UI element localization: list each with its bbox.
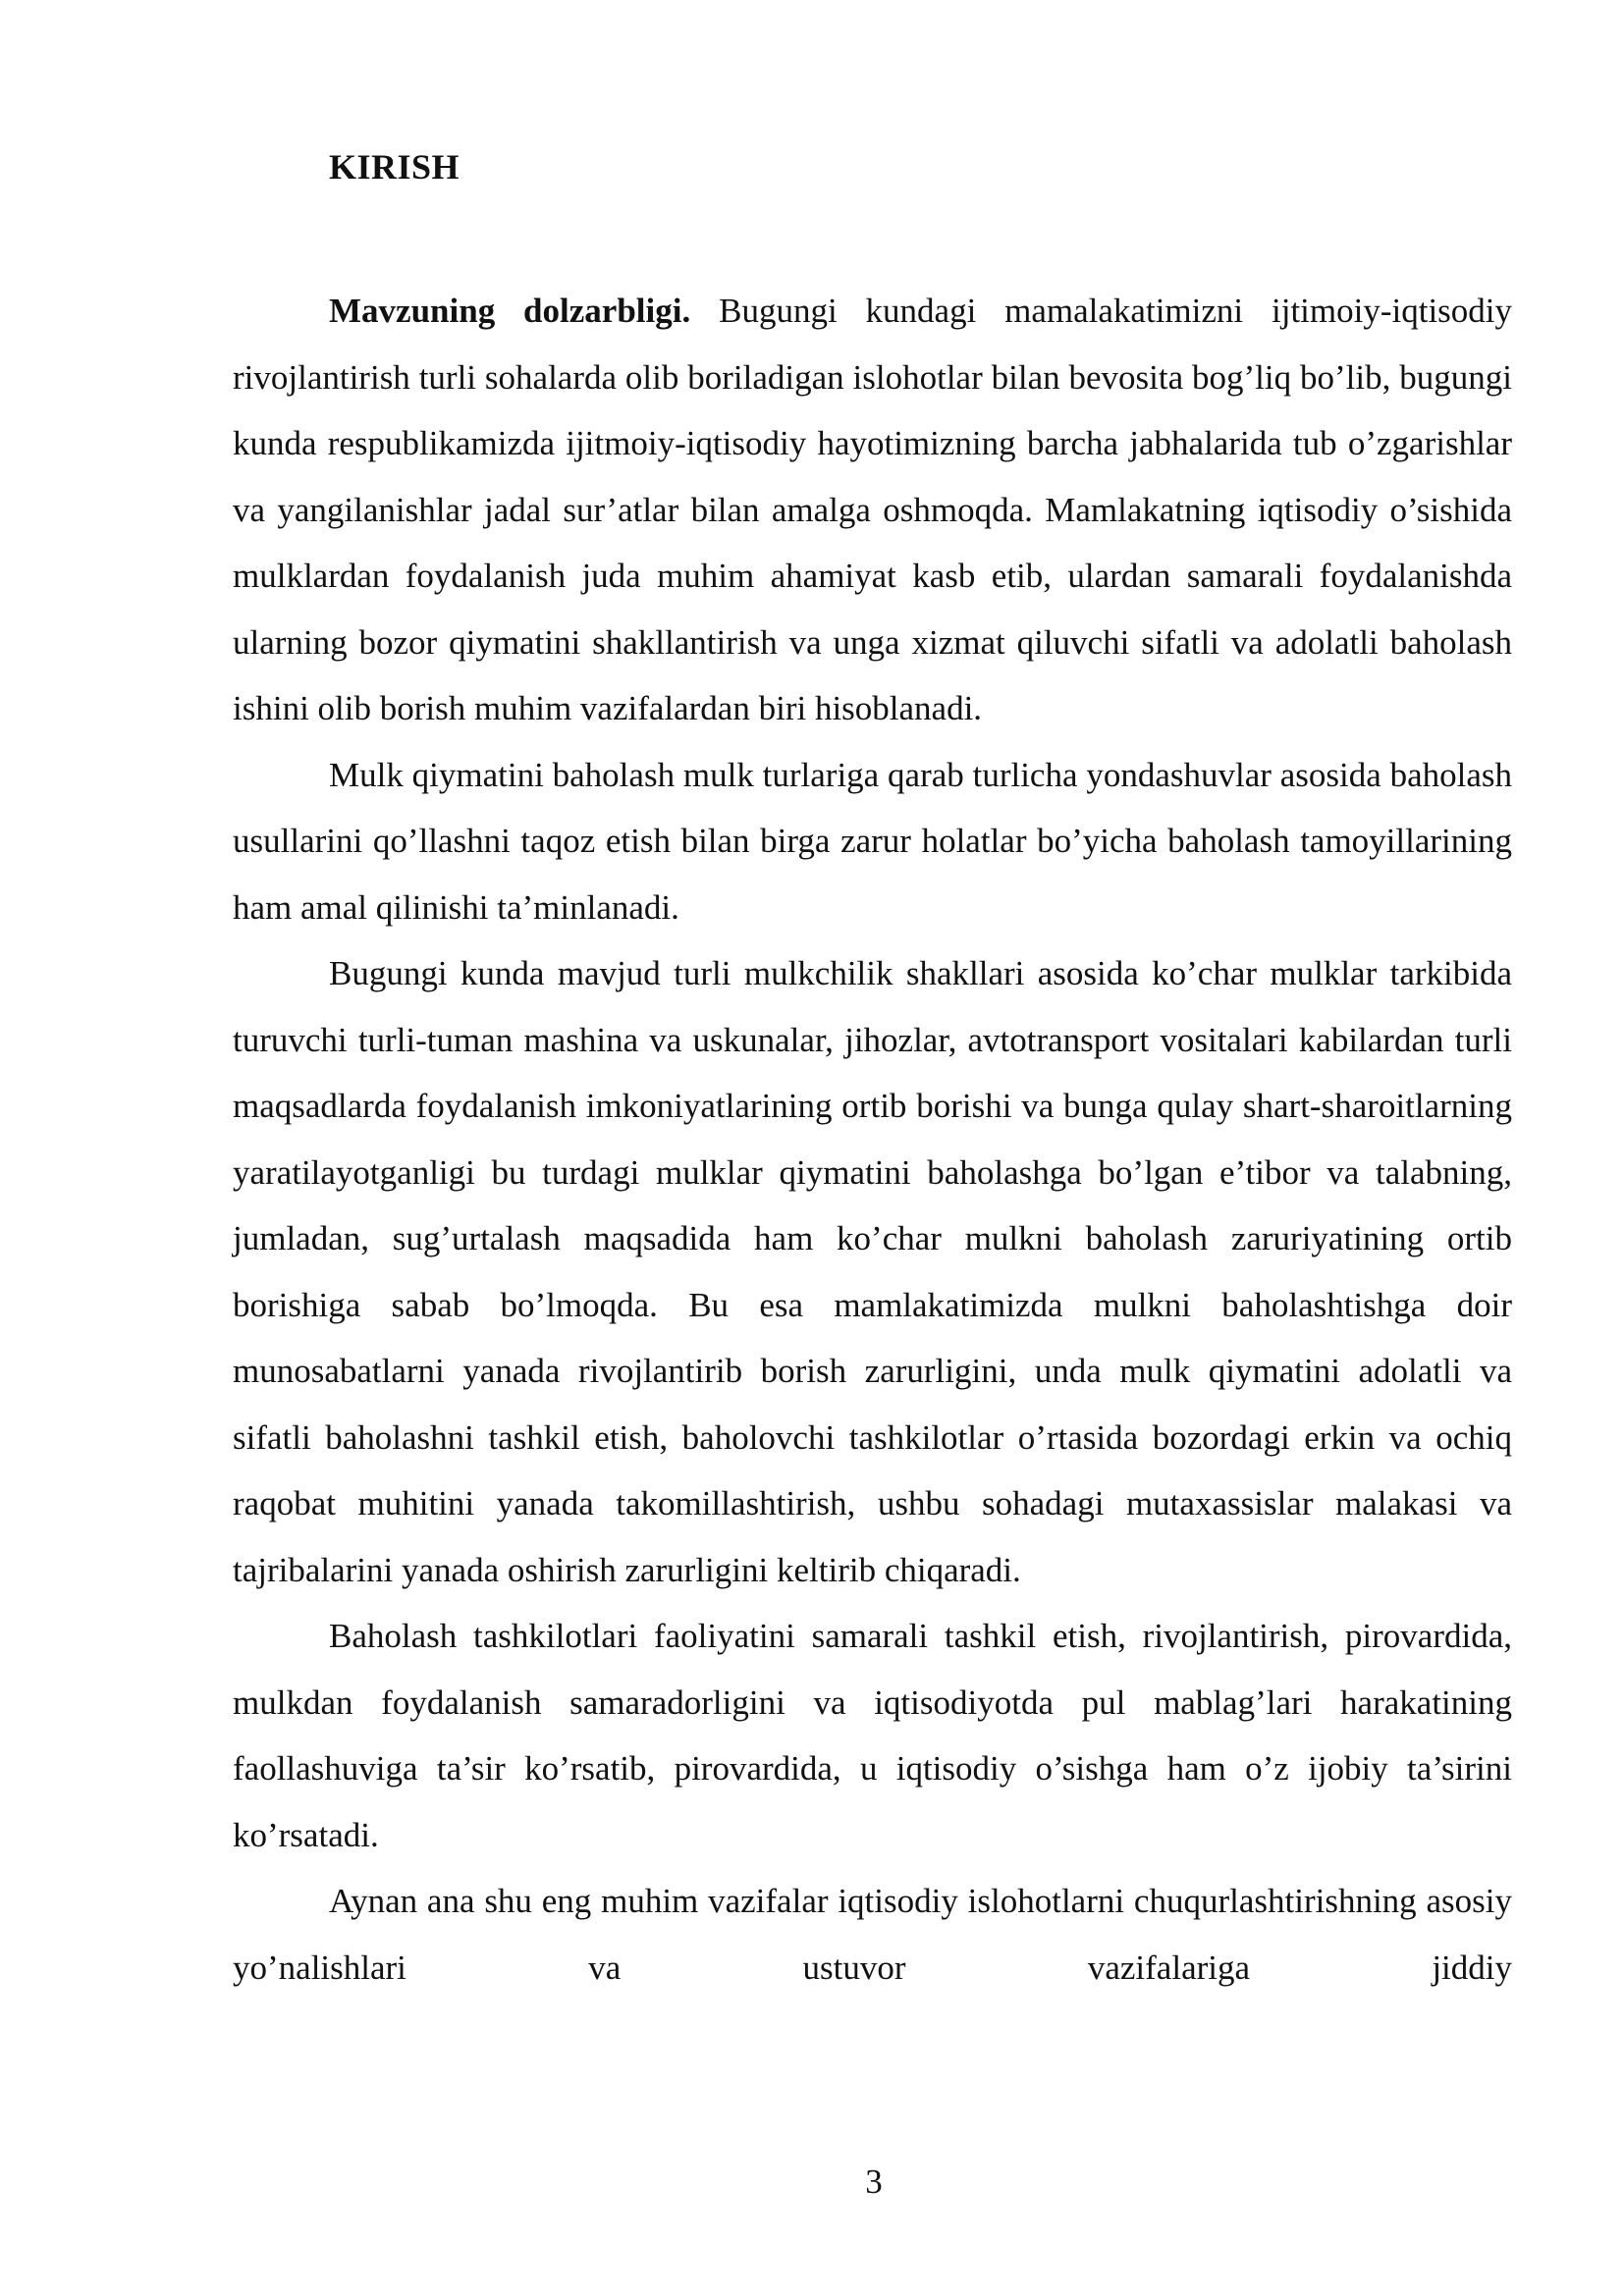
body-text [233,278,1512,2001]
paragraph-3: Bugungi kunda mavjud turli mulkchilik shakllari asosida ko’char mulklar tarkibida turuvchi turli-tuman mashina va uskunalar, jihozlar, avtotransport vositalari kabilardan turli maqsadlarda foydalanish imkoniyatlarining ortib borishi va bunga qulay shart-sharoitlarning yaratilayotganligi bu turdagi mulklar qiymatini baholashga bo’lgan e’tibor va talabning, jumladan, sug’urtalash maqsadida ham ko’char mulkni baholash zaruriyatining ortib borishiga sabab bo’lmoqda. Bu esa mamlakatimizda mulkni baholashtishga doir munosabatlarni yanada rivojlantirib borish zarurligini, unda mulk qiymatini adolatli va sifatli baholashni tashkil etish, baholovchi tashkilotlar o’rtasida bozordagi erkin va ochiq raqobat muhitini yanada takomillashtirish, ushbu sohadagi mutaxassislar malakasi va tajribalarini yanada oshirish zarurligini keltirib chiqaradi. [233,954,1512,1589]
paragraph-4: Baholash tashkilotlari faoliyatini samarali tashkil etish, rivojlantirish, pirovardida, mulkdan foydalanish samaradorligini va iqtisodiyotda pul mablag’lari harakatining faollashuviga ta’sir ko’rsatib, pirovardida, u iqtisodiy o’sishga ham o’z ijobiy ta’sirini ko’rsatadi. [233,1617,1512,1854]
paragraph-5: Aynan ana shu eng muhim vazifalar iqtisodiy islohotlarni chuqurlashtirishning asosiy yo’nalishlari va ustuvor vazifalariga jiddiy [233,1882,1512,1987]
intro-paragraph [233,278,1512,742]
intro-lead: Mavzuning dolzarbligi. [329,292,691,330]
page-number: 3 [865,2163,883,2201]
paragraph-2: Mulk qiymatini baholash mulk turlariga qarab turlicha yondashuvlar asosida baholash usullarini qo’llashni taqoz etish bilan birga zarur holatlar bo’yicha baholash tamoyillarining ham amal qilinishi ta’minlanadi. [233,755,1512,927]
section-heading: KIRISH [329,147,460,187]
intro-text: Bugungi kundagi mamalakatimizni ijtimoiy-iqtisodiy rivojlantirish turli sohalarda olib boriladigan islohotlar bilan bevosita bog’liq bo’lib, bugungi kunda respublikamizda ijitmoiy-iqtisodiy hayotimizning barcha jabhalarida tub o’zgarishlar va yangilanishlar jadal sur’atlar bilan amalga oshmoqda. Mamlakatning iqtisodiy o’sishida mulklardan foydalanish juda muhim ahamiyat kasb etib, ulardan samarali foydalanishda ularning bozor qiymatini shakllantirish va unga xizmat qiluvchi sifatli va adolatli baholash ishini olib borish muhim vazifalardan biri hisoblanadi. [233,292,1513,727]
